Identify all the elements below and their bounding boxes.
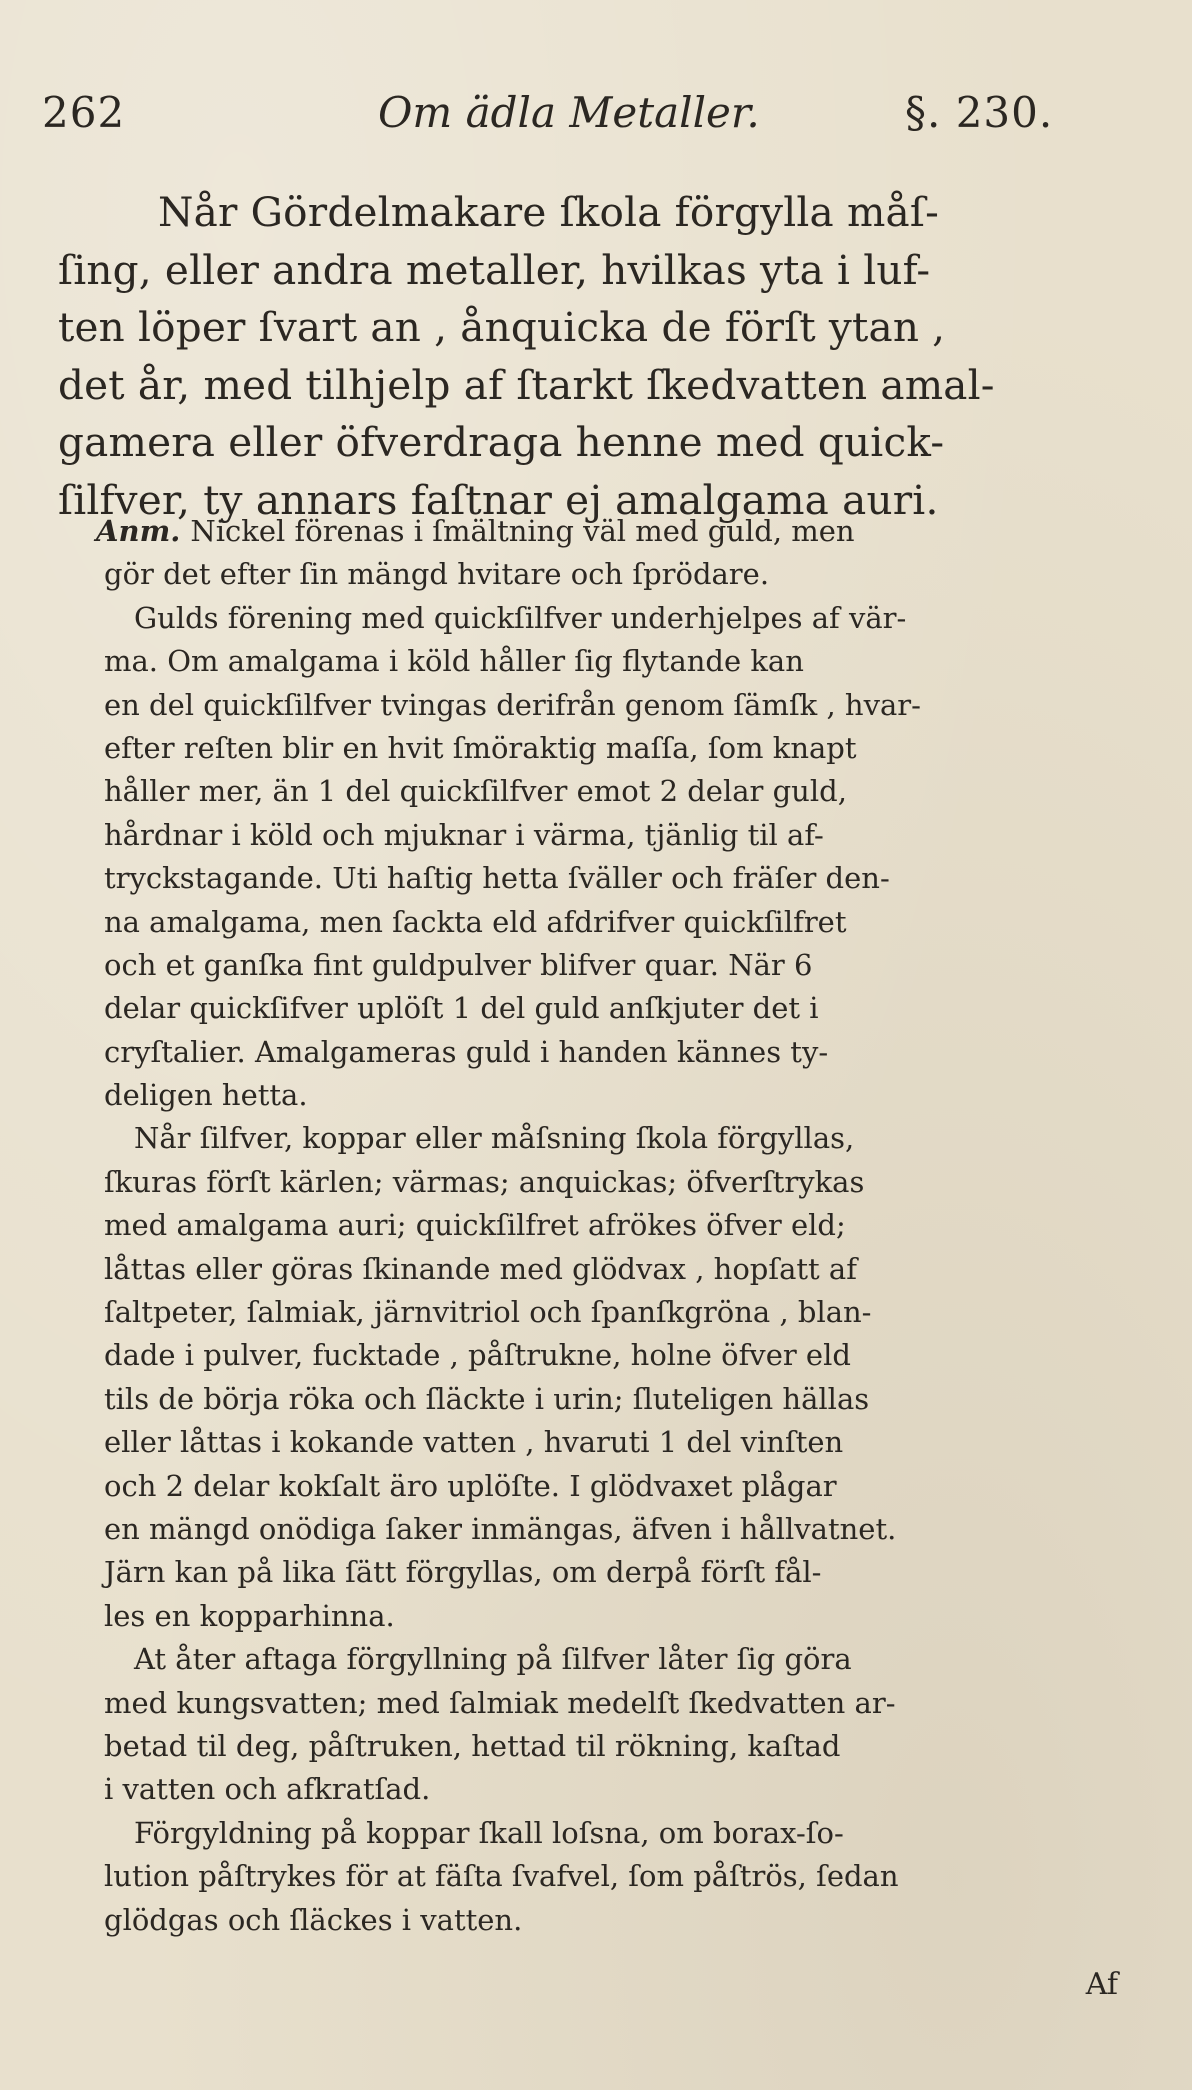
note-line: med kungsvatten; med ſalmiak medelſt ſkedvatten ar-	[104, 1685, 896, 1720]
catchword: Af	[1085, 1967, 1118, 2002]
note-line: tils de börja röka och ſläckte i urin; ſluteligen hällas	[104, 1381, 870, 1416]
note-line-text: Nickel förenas i ſmältning väl med guld, men	[190, 514, 855, 548]
note-line: ma. Om amalgama i köld håller ſig flytande kan	[104, 644, 804, 679]
note-line: tryckstagande. Uti haſtig hetta ſväller och fräſer den-	[104, 861, 890, 896]
note-line: dade i pulver, fucktade , påſtrukne, holne öfver eld	[104, 1338, 851, 1373]
note-line: en del quickſilfver tvingas derifrån genom ſämſk , hvar-	[104, 687, 921, 722]
page-header	[0, 88, 1192, 148]
note-line: i vatten och afkratſad.	[104, 1772, 431, 1807]
note-line: Når ſilfver, koppar eller måſsning ſkola förgyllas,	[134, 1121, 855, 1156]
note-line: At åter aftaga förgyllning på ſilfver låter ſig göra	[134, 1642, 852, 1677]
text-line: ten löper ſvart an , ånquicka de förſt ytan ,	[58, 303, 946, 351]
note-line: med amalgama auri; quickſilfret afrökes öfver eld;	[104, 1208, 846, 1243]
note-line: les en kopparhinna.	[104, 1598, 395, 1633]
note-line: gör det efter ſin mängd hvitare och ſprödare.	[104, 557, 770, 592]
running-title: Om ädla Metaller.	[378, 88, 760, 137]
note-line: glödgas och ſläckes i vatten.	[104, 1902, 523, 1937]
note-line: hårdnar i köld och mjuknar i värma, tjänlig til af-	[104, 817, 824, 852]
note-line: ſaltpeter, ſalmiak, järnvitriol och ſpanſkgröna , blan-	[104, 1295, 872, 1330]
note-line: Gulds förening med quickſilfver underhjelpes af vär-	[134, 600, 907, 635]
section-number: §. 230.	[905, 88, 1054, 137]
note-line: delar quickſifver uplöſt 1 del guld anſkjuter det i	[104, 991, 819, 1026]
text-line: det år, med tilhjelp af ſtarkt ſkedvatten amal-	[58, 360, 995, 409]
note-line: betad til deg, påſtruken, hettad til rökning, kaſtad	[104, 1728, 841, 1763]
note-line: na amalgama, men ſackta eld afdrifver quickſilfret	[104, 904, 847, 939]
text-line: ſilfver, ty annars faſtnar ej amalgama auri.	[58, 475, 939, 524]
note-line: ſkuras förſt kärlen; värmas; anquickas; öfverſtrykas	[104, 1164, 865, 1199]
text-line: gamera eller öfverdraga henne med quick-	[58, 418, 945, 466]
note-line: låttas eller göras ſkinande med glödvax , hopſatt af	[104, 1251, 857, 1286]
note-label: Anm.	[96, 514, 181, 548]
note-line: och et ganſka fint guldpulver blifver quar. När 6	[104, 947, 813, 982]
note-line: cryſtalier. Amalgameras guld i handen kännes ty-	[104, 1034, 829, 1069]
note-line: och 2 delar kokſalt äro uplöſte. I glödvaxet plågar	[104, 1468, 837, 1503]
main-paragraph	[58, 184, 1110, 529]
note-line: lution påſtrykes för at fäſta ſvafvel, ſom påſtrös, ſedan	[104, 1859, 899, 1894]
note-line: Förgyldning på koppar ſkall loſsna, om borax-ſo-	[134, 1815, 844, 1850]
note-line: en mängd onödiga ſaker inmängas, äfven i hållvatnet.	[104, 1511, 897, 1546]
text-line: ſing, eller andra metaller, hvilkas yta i luf-	[58, 245, 931, 294]
notes-section	[96, 510, 1120, 1942]
note-line	[96, 510, 1120, 553]
page-number: 262	[42, 88, 126, 137]
note-line: Järn kan på lika ſätt förgyllas, om derpå förſt fål-	[104, 1555, 822, 1590]
note-line: eller låttas i kokande vatten , hvaruti 1 del vinſten	[104, 1425, 844, 1460]
note-line: efter reſten blir en hvit ſmöraktig maſſa, ſom knapt	[104, 730, 857, 765]
note-line: håller mer, än 1 del quickſilfver emot 2 delar guld,	[104, 774, 847, 809]
note-line: deligen hetta.	[104, 1078, 308, 1113]
text-line: Når Gördelmakare ſkola förgylla måſ-	[158, 188, 939, 236]
